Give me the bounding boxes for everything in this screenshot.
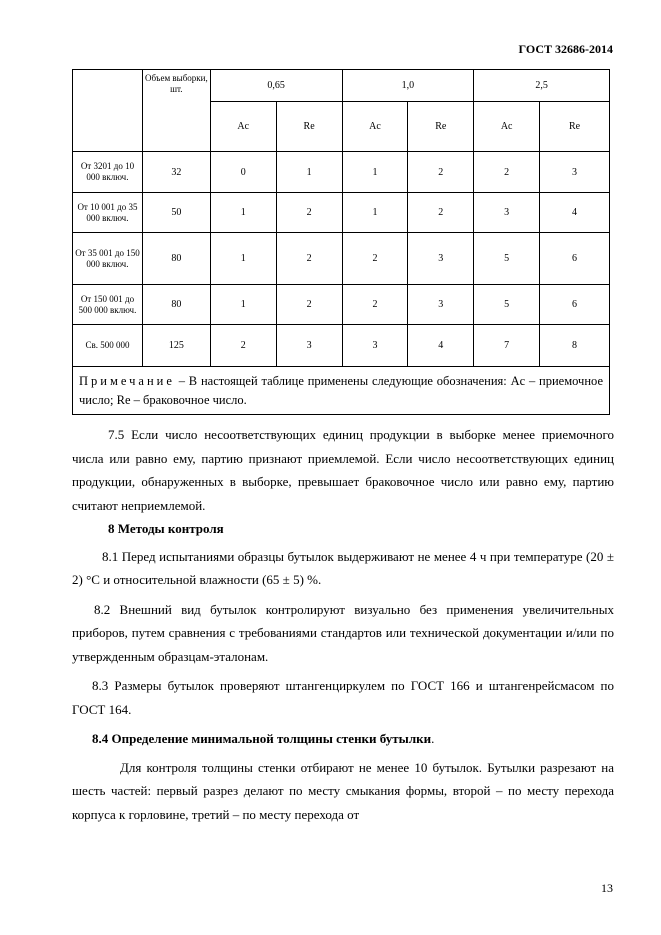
paragraph-8-4: Для контроля толщины стенки отбирают не менее 10 бутылок. Бутылки разрезают на шесть частей: первый разрез делают по месту смыкания формы, второй – по месту перехода корпуса к горловине, третий – по месту перехода от	[72, 759, 614, 822]
value-cell: 4	[540, 193, 610, 233]
paragraph-7-5: 7.5 Если число несоответствующих единиц продукции в выборке менее приемочного числа или равно ему, партию признают приемлемой. Если число несоответствующих единиц продукции, обнаруженных в выборке, превышает браковочное число или равно ему, партию считают неприемлемой.	[72, 427, 614, 513]
note-text: – В настоящей таблице применены следующие обозначения: Ac – приемочное число; Re – браковочное число.	[79, 373, 603, 407]
paragraph-8-2: 8.2 Внешний вид бутылок контролируют визуально без применения увеличительных приборов, путем сравнения с требованиями стандартов или технической документации и/или по утвержденным образцам-эталонам.	[72, 601, 614, 664]
note-title: Примечание	[79, 373, 175, 388]
level-header: 2,5	[474, 70, 610, 102]
value-cell: 6	[540, 233, 610, 285]
re-header: Re	[540, 102, 610, 152]
value-cell: 2	[408, 193, 474, 233]
re-header: Re	[276, 102, 342, 152]
lot-size-cell: От 10 001 до 35 000 включ.	[73, 193, 143, 233]
value-cell: 6	[540, 285, 610, 325]
value-cell: 7	[474, 325, 540, 367]
value-cell: 2	[474, 152, 540, 193]
value-cell: 3	[408, 233, 474, 285]
value-cell: 1	[210, 233, 276, 285]
lot-size-header	[73, 70, 143, 152]
value-cell: 0	[210, 152, 276, 193]
table-row	[73, 152, 610, 193]
value-cell: 2	[408, 152, 474, 193]
document-header: ГОСТ 32686-2014	[518, 42, 613, 56]
value-cell: 8	[540, 325, 610, 367]
table-note-row	[73, 367, 610, 415]
lot-size-cell: От 3201 до 10 000 включ.	[73, 152, 143, 193]
paragraph-8-1: 8.1 Перед испытаниями образцы бутылок выдерживают не менее 4 ч при температуре (20 ± 2) °С и относительной влажности (65 ± 5) %.	[72, 548, 614, 587]
ac-header: Ac	[474, 102, 540, 152]
page-number: 13	[601, 881, 613, 895]
value-cell: 3	[408, 285, 474, 325]
value-cell: 2	[276, 233, 342, 285]
lot-size-cell: От 150 001 до 500 000 включ.	[73, 285, 143, 325]
value-cell: 1	[342, 193, 408, 233]
acceptance-table	[72, 69, 610, 415]
value-cell: 1	[342, 152, 408, 193]
value-cell: 1	[210, 285, 276, 325]
paragraph-8-3: 8.3 Размеры бутылок проверяют штангенциркулем по ГОСТ 166 и штангенрейсмасом по ГОСТ 164.	[72, 678, 614, 717]
table-row	[73, 233, 610, 285]
table-row	[73, 285, 610, 325]
lot-size-cell: Св. 500 000	[73, 325, 143, 367]
sample-size-header: Объем выборки, шт.	[142, 70, 210, 152]
value-cell: 2	[342, 233, 408, 285]
ac-header: Ac	[342, 102, 408, 152]
table-row	[73, 193, 610, 233]
sample-size-cell: 50	[142, 193, 210, 233]
sample-size-cell: 80	[142, 285, 210, 325]
ac-header: Ac	[210, 102, 276, 152]
value-cell: 2	[276, 193, 342, 233]
value-cell: 2	[276, 285, 342, 325]
value-cell: 3	[540, 152, 610, 193]
value-cell: 3	[474, 193, 540, 233]
re-header: Re	[408, 102, 474, 152]
value-cell: 3	[342, 325, 408, 367]
subsection-heading-text: 8.4 Определение минимальной толщины стенки бутылки	[92, 731, 432, 746]
value-cell: 1	[276, 152, 342, 193]
value-cell: 4	[408, 325, 474, 367]
sample-size-cell: 80	[142, 233, 210, 285]
body-text	[72, 423, 614, 826]
section-heading-8: 8 Методы контроля	[108, 521, 224, 536]
subsection-heading-8-4	[72, 727, 614, 751]
value-cell: 2	[342, 285, 408, 325]
value-cell: 1	[210, 193, 276, 233]
heading-period: .	[431, 731, 435, 746]
level-header: 1,0	[342, 70, 474, 102]
lot-size-cell: От 35 001 до 150 000 включ.	[73, 233, 143, 285]
sample-size-cell: 125	[142, 325, 210, 367]
sample-size-cell: 32	[142, 152, 210, 193]
table-row	[73, 325, 610, 367]
level-header: 0,65	[210, 70, 342, 102]
value-cell: 5	[474, 285, 540, 325]
value-cell: 2	[210, 325, 276, 367]
value-cell: 5	[474, 233, 540, 285]
value-cell: 3	[276, 325, 342, 367]
table-note	[73, 367, 610, 415]
